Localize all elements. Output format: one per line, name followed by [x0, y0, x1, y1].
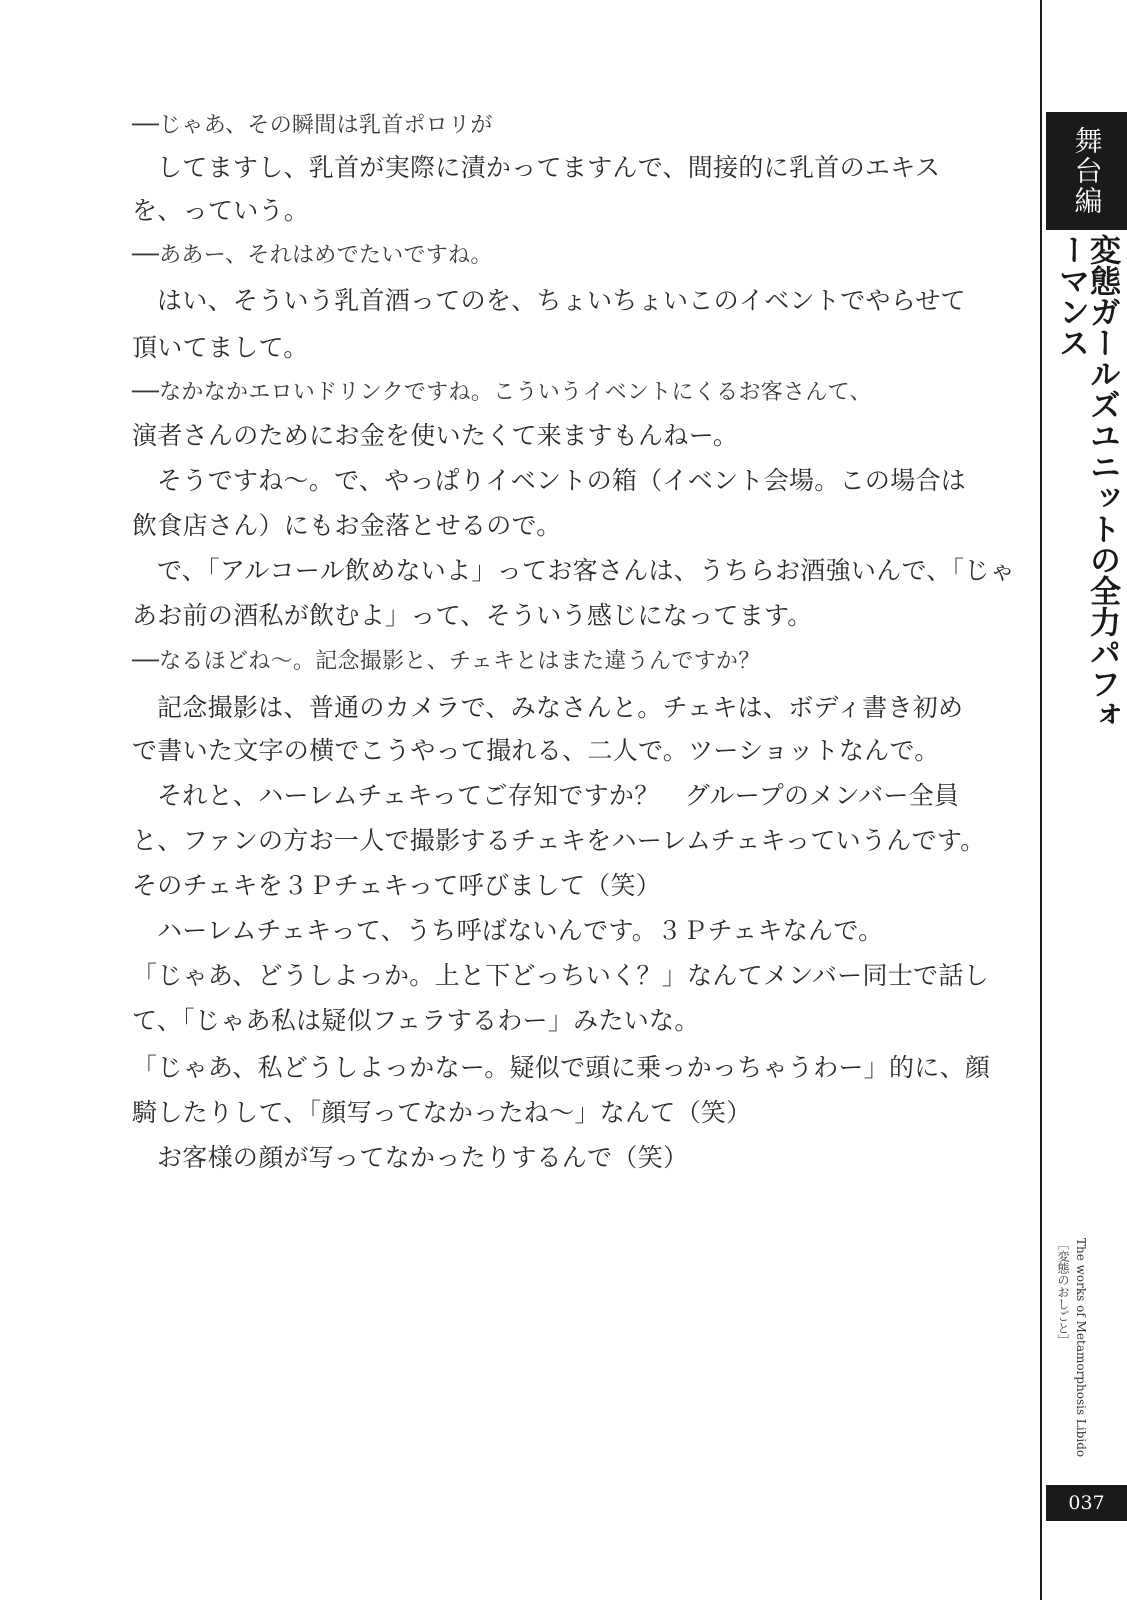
section-tab: [1046, 112, 1127, 230]
text-line: ──じゃあ、その瞬間は乳首ポロリが: [132, 113, 493, 138]
text-line: 「じゃあ、どうしよっか。上と下どっちいく？」なんてメンバー同士で話し: [132, 961, 989, 990]
text-line: ──ああー、それはめでたいですね。: [132, 243, 493, 268]
text-line: ハーレムチェキって、うち呼ばないんです。３Ｐチェキなんで。: [157, 916, 884, 945]
page-number: 037: [1068, 1492, 1105, 1514]
page-number-box: [1046, 1485, 1127, 1521]
book-subtitle: [1050, 1238, 1090, 1460]
text-line: それと、ハーレムチェキってご存知ですか？ グループのメンバー全員: [157, 781, 960, 810]
text-line: で、「アルコール飲めないよ」ってお客さんは、うちらお酒強いんで、「じゃ: [157, 556, 1016, 585]
text-line: ──なるほどね～。記念撮影と、チェキとはまた違うんですか？: [132, 649, 761, 674]
text-line: を、っていう。: [132, 196, 310, 225]
text-line: 「じゃあ、私どうしよっかなー。疑似で頭に乗っかっちゃうわー」的に、顔: [132, 1053, 991, 1082]
sidebar-rule: [1040, 0, 1042, 1600]
text-line: してますし、乳首が実際に漬かってますんで、間接的に乳首のエキス: [157, 153, 941, 182]
text-line: はい、そういう乳首酒ってのを、ちょいちょいこのイベントでやらせて: [157, 286, 966, 315]
text-line: そうですね～。で、やっぱりイベントの箱（イベント会場。この場合は: [157, 466, 967, 495]
text-line: 頂いてまして。: [132, 333, 309, 362]
text-line: あお前の酒私が飲むよ」って、そういう感じになってます。: [132, 601, 813, 630]
text-line: そのチェキを３Ｐチェキって呼びまして（笑）: [132, 871, 662, 900]
text-line: と、ファンの方お一人で撮影するチェキをハーレムチェキっていうんです。: [132, 826, 986, 855]
section-label: 舞台編: [1070, 126, 1104, 216]
text-line: 演者さんのためにお金を使いたくて来ますもんねー。: [132, 421, 739, 450]
text-line: て、「じゃあ私は疑似フェラするわー」みたいな。: [132, 1006, 700, 1035]
chapter-title-text: 変態ガールズユニットの全力パフォーマンス: [1053, 234, 1120, 730]
text-line: 飲食店さん）にもお金落とせるので。: [132, 511, 562, 540]
book-subtitle-jp: ［変態のおしごと］: [1056, 1238, 1070, 1346]
chapter-title: [1053, 234, 1120, 734]
text-line: で書いた文字の横でこうやって撮れる、二人で。ツーショットなんで。: [132, 736, 940, 765]
text-line: 騎したりして、「顔写ってなかったね～」なんて（笑）: [132, 1098, 752, 1127]
text-line: お客様の顔が写ってなかったりするんで（笑）: [157, 1143, 689, 1172]
text-line: 記念撮影は、普通のカメラで、みなさんと。チェキは、ボディ書き初め: [157, 693, 964, 722]
text-line: ──なかなかエロいドリンクですね。こういうイベントにくるお客さんて、: [132, 380, 872, 405]
book-subtitle-en: The works of Metamorphosis Libido: [1074, 1238, 1088, 1458]
